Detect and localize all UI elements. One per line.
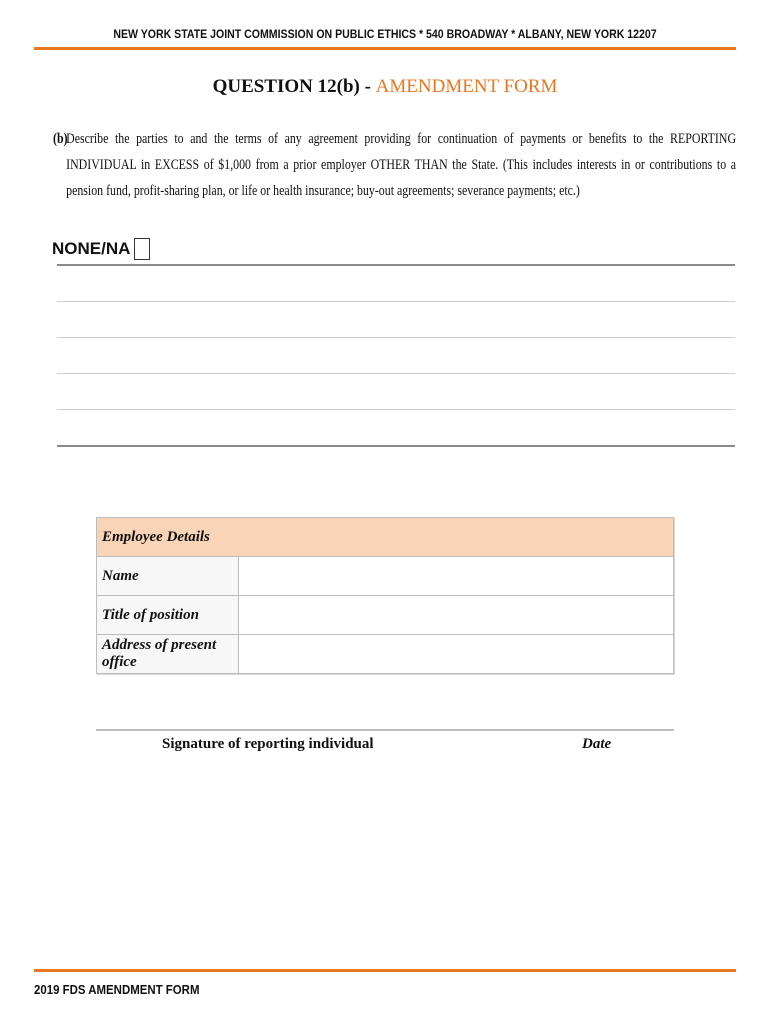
- answer-line[interactable]: [57, 409, 735, 410]
- answer-line[interactable]: [57, 337, 735, 338]
- table-row: [97, 557, 674, 596]
- table-row: [97, 635, 674, 674]
- employee-details-table: [96, 517, 674, 674]
- none-na-option[interactable]: [52, 238, 150, 260]
- none-na-checkbox[interactable]: [134, 238, 150, 260]
- name-field[interactable]: [239, 557, 674, 596]
- question-text: Describe the parties to and the terms of any agreement providing for continuation of payments or benefits to the REPORTING INDIVIDUAL in EXCESS of $1,000 from a prior employer OTHER THAN the State. (This includes interests in or contributions to a pension fund, profit-sharing plan, or life or health insurance; buy-out agreements; severance payments; etc.): [66, 131, 737, 199]
- office-address-field[interactable]: [239, 635, 674, 674]
- answer-line[interactable]: [57, 301, 735, 302]
- signature-label: Signature of reporting individual: [162, 736, 374, 752]
- header-address: NEW YORK STATE JOINT COMMISSION ON PUBLIC ETHICS * 540 BROADWAY * ALBANY, NEW YORK 12207: [113, 27, 657, 41]
- title-prefix: QUESTION 12(b) -: [212, 76, 371, 97]
- table-header-row: [97, 518, 674, 557]
- answer-line-top[interactable]: [57, 264, 735, 266]
- table-row: [97, 596, 674, 635]
- title-accent: AMENDMENT FORM: [375, 76, 558, 97]
- employee-details-heading: Employee Details: [97, 518, 674, 557]
- signature-line[interactable]: [96, 729, 674, 731]
- answer-line[interactable]: [57, 373, 735, 374]
- none-na-label: NONE/NA: [52, 239, 131, 258]
- title-of-position-label: Title of position: [97, 596, 239, 635]
- date-label: Date: [582, 736, 612, 752]
- question-letter: (b): [53, 131, 68, 147]
- title-of-position-field[interactable]: [239, 596, 674, 635]
- answer-line-bottom[interactable]: [57, 445, 735, 447]
- header-divider: [34, 47, 736, 50]
- page-title: [0, 76, 770, 98]
- name-label: Name: [97, 557, 239, 596]
- question-block: [53, 126, 736, 204]
- footer-divider: [34, 969, 736, 972]
- office-address-label: Address of present office: [97, 635, 239, 674]
- footer-text: 2019 FDS AMENDMENT FORM: [34, 982, 200, 997]
